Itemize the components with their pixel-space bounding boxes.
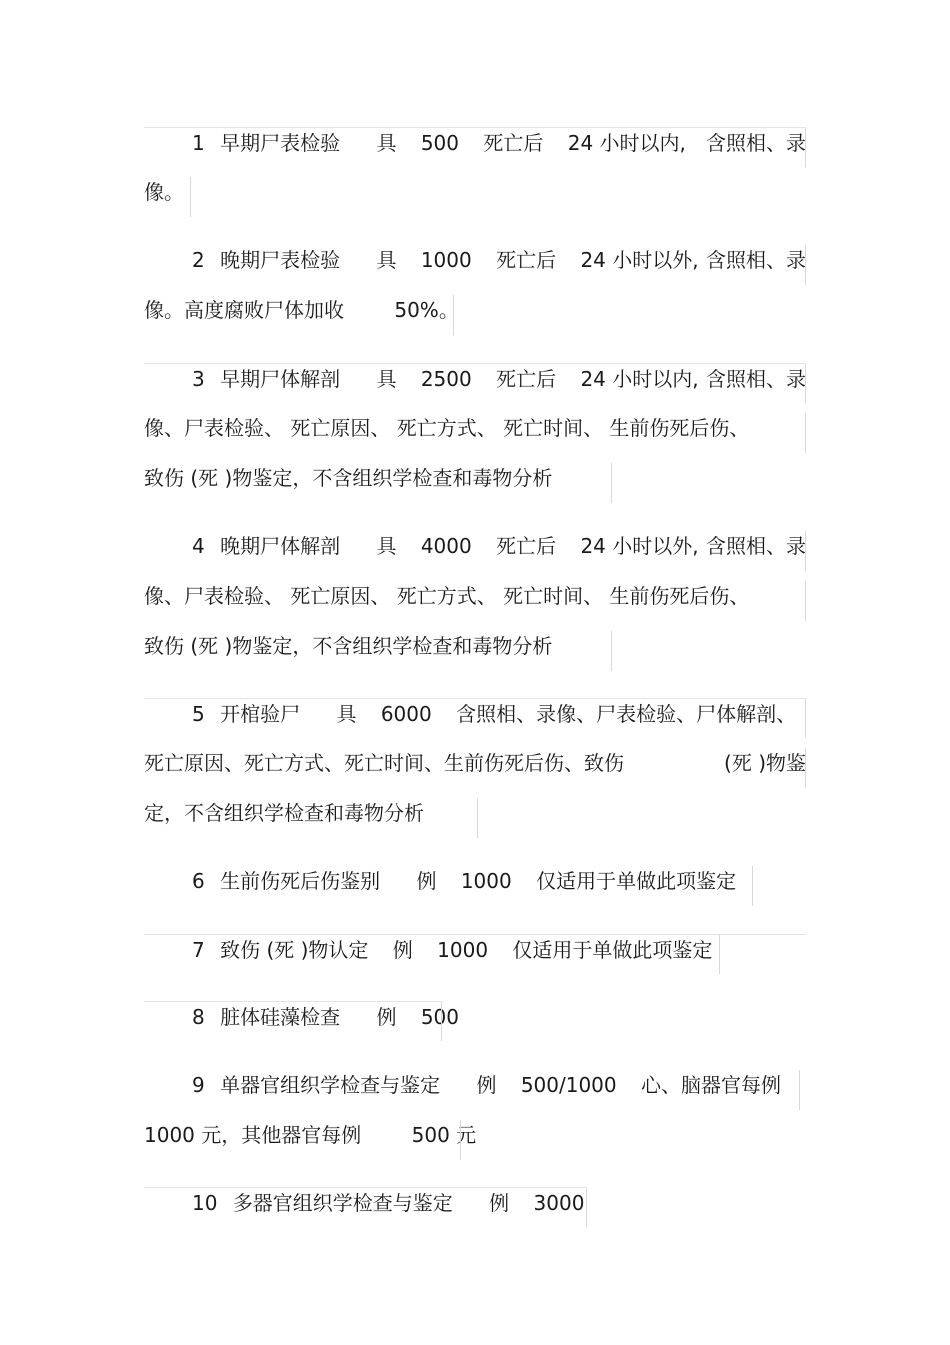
fee-item-line — [144, 295, 806, 345]
fee-item-5 — [144, 698, 806, 848]
item-note: 死亡后 — [483, 131, 544, 155]
item-note: 致伤 (死 )物鉴定，不含组织学检查和毒物分析 — [144, 466, 553, 490]
item-name: 脏体硅藻检查 — [220, 1005, 341, 1029]
fee-item-line — [144, 1120, 806, 1170]
item-name: 早期尸体解剖 — [220, 367, 341, 391]
item-number: 10 — [192, 1191, 218, 1215]
fee-item-line — [144, 1070, 806, 1120]
item-number: 1 — [192, 131, 205, 155]
fee-item-4 — [144, 531, 806, 681]
item-note: 仅适用于单做此项鉴定 — [536, 869, 737, 893]
item-note: 死亡后 — [496, 248, 557, 272]
fee-item-line — [144, 581, 806, 631]
item-unit: 例 — [392, 938, 413, 962]
item-note: 像。 — [144, 180, 184, 204]
item-note: 像、尸表检验、 死亡原因、 死亡方式、 死亡时间、 生前伤死后伤、 — [144, 584, 750, 608]
item-name: 生前伤死后伤鉴别 — [220, 869, 381, 893]
fee-item-line — [144, 631, 806, 681]
fee-item-7 — [144, 934, 806, 984]
item-note: 500 元 — [411, 1123, 477, 1147]
item-note: 像。高度腐败尸体加收 — [144, 298, 344, 322]
fee-item-10 — [144, 1187, 806, 1237]
item-name: 早期尸表检验 — [220, 131, 341, 155]
fee-item-6 — [144, 866, 806, 916]
item-name: 多器官组织学检查与鉴定 — [232, 1191, 453, 1215]
item-unit: 具 — [376, 248, 397, 272]
item-note: 含照相、录 — [706, 534, 806, 558]
item-note: 24 小时以外, — [580, 534, 699, 558]
fee-item-line — [144, 748, 806, 798]
item-number: 8 — [192, 1005, 205, 1029]
item-price: 500 — [420, 131, 459, 155]
item-note: 1000 元，其他器官每例 — [144, 1123, 362, 1147]
item-price: 500/1000 — [520, 1073, 617, 1097]
item-price: 1000 — [420, 248, 472, 272]
item-note: 致伤 (死 )物鉴定，不含组织学检查和毒物分析 — [144, 634, 553, 658]
item-price: 3000 — [533, 1191, 585, 1215]
item-note: 含照相、录 — [706, 248, 806, 272]
item-price: 4000 — [420, 534, 472, 558]
item-unit: 例 — [476, 1073, 497, 1097]
item-name: 晚期尸体解剖 — [220, 534, 341, 558]
fee-item-line — [144, 531, 806, 581]
item-unit: 具 — [376, 367, 397, 391]
item-unit: 具 — [336, 702, 357, 726]
item-note: 像、尸表检验、 死亡原因、 死亡方式、 死亡时间、 生前伤死后伤、 — [144, 416, 750, 440]
fee-item-line — [144, 363, 806, 413]
item-number: 5 — [192, 702, 205, 726]
fee-item-line — [144, 463, 806, 513]
fee-item-line — [144, 245, 806, 295]
item-note: (死 )物鉴 — [724, 751, 806, 775]
item-number: 2 — [192, 248, 205, 272]
item-number: 6 — [192, 869, 205, 893]
fee-item-8 — [144, 1001, 806, 1051]
fee-item-line — [144, 798, 806, 848]
fee-item-2 — [144, 245, 806, 345]
fee-item-line — [144, 413, 806, 463]
fee-item-line — [144, 177, 806, 227]
item-note: 24 小时以外, — [580, 248, 699, 272]
fee-item-1 — [144, 127, 806, 227]
fee-item-3 — [144, 363, 806, 513]
item-unit: 具 — [376, 534, 397, 558]
item-price: 1000 — [460, 869, 512, 893]
item-price: 6000 — [380, 702, 432, 726]
item-unit: 具 — [376, 131, 397, 155]
item-note: 死亡后 — [496, 367, 557, 391]
item-note: 24 小时以内, — [567, 131, 686, 155]
item-name: 晚期尸表检验 — [220, 248, 341, 272]
item-price: 2500 — [420, 367, 472, 391]
item-number: 4 — [192, 534, 205, 558]
item-note: 仅适用于单做此项鉴定 — [512, 938, 713, 962]
fee-item-line — [144, 866, 806, 916]
item-note: 死亡原因、死亡方式、死亡时间、生前伤死后伤、致伤 — [144, 751, 624, 775]
fee-item-9 — [144, 1070, 806, 1170]
item-number: 3 — [192, 367, 205, 391]
item-price: 1000 — [437, 938, 489, 962]
item-note: 含照相、录 — [706, 367, 806, 391]
item-note: 含照相、录 — [706, 131, 806, 155]
item-number: 9 — [192, 1073, 205, 1097]
fee-item-line — [144, 127, 806, 177]
item-unit: 例 — [416, 869, 437, 893]
item-note: 50%。 — [394, 298, 459, 322]
fee-item-line — [144, 1001, 459, 1051]
item-name: 开棺验尸 — [220, 702, 301, 726]
item-note: 含照相、录像、尸表检验、尸体解剖、 — [456, 702, 797, 726]
fee-item-line — [144, 934, 806, 984]
item-note: 定，不含组织学检查和毒物分析 — [144, 801, 424, 825]
item-note: 死亡后 — [496, 534, 557, 558]
item-unit: 例 — [489, 1191, 510, 1215]
item-name: 致伤 (死 )物认定 — [220, 938, 369, 962]
item-number: 7 — [192, 938, 205, 962]
item-price: 500 — [420, 1005, 459, 1029]
fee-item-line — [144, 1187, 587, 1237]
fee-item-line — [144, 698, 806, 748]
item-unit: 例 — [376, 1005, 397, 1029]
item-note: 心、脑器官每例 — [640, 1073, 781, 1097]
item-name: 单器官组织学检查与鉴定 — [220, 1073, 441, 1097]
item-note: 24 小时以内, — [580, 367, 699, 391]
